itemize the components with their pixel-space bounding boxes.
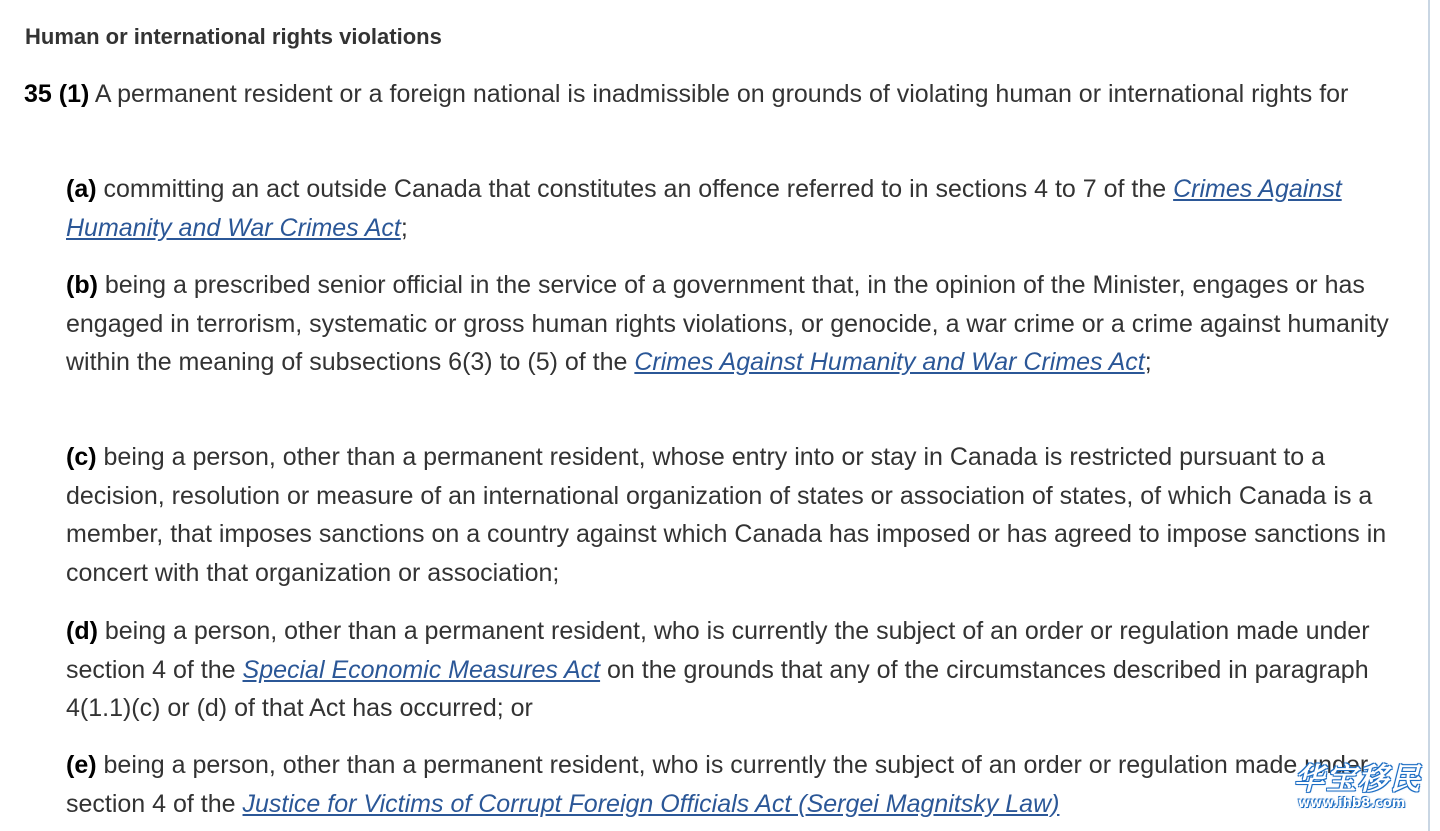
watermark-logo [1294, 754, 1424, 820]
section-intro [24, 75, 1409, 114]
paragraph-label: (b) [66, 271, 98, 299]
paragraph-label: (c) [66, 443, 97, 471]
paragraph-b [66, 266, 1411, 382]
section-heading: Human or international rights violations [25, 24, 442, 49]
page-border-right [1428, 0, 1430, 831]
paragraph-text-end: on the grounds that any of the circumstances described in paragraph 4(1.1)(c) or (d) of that Act has occurred; or [66, 655, 1369, 722]
act-link-magnitsky-law[interactable]: Justice for Victims of Corrupt Foreign Officials Act (Sergei Magnitsky Law) [242, 789, 1060, 818]
watermark-text: 华宝移民 [1294, 762, 1422, 797]
paragraph-a [66, 170, 1411, 247]
paragraph-text: being a person, other than a permanent resident, who is currently the subject of an order or regulation made under section 4 of the [66, 751, 1369, 818]
paragraph-c [66, 438, 1411, 592]
paragraph-label: (d) [66, 617, 98, 645]
paragraph-text-end: ; [1144, 348, 1152, 376]
paragraph-label: (e) [66, 751, 97, 779]
section-intro-text: A permanent resident or a foreign national is inadmissible on grounds of violating human or international rights for [89, 80, 1349, 108]
act-link-special-economic-measures[interactable]: Special Economic Measures Act [242, 655, 601, 684]
paragraph-text-end: ; [400, 213, 408, 242]
paragraph-label: (a) [66, 175, 97, 203]
paragraph-text: being a prescribed senior official in the service of a government that, in the opinion of the Minister, engages or has engaged in terrorism, systematic or gross human rights violations, or genocide, a war crime or a crime against humanity within the meaning of subsections 6(3) to (5) of the [66, 271, 1389, 376]
paragraph-text: committing an act outside Canada that constitutes an offence referred to in sections 4 to 7 of the [96, 175, 1174, 203]
paragraph-d [66, 612, 1411, 728]
paragraph-text: being a person, other than a permanent resident, whose entry into or stay in Canada is restricted pursuant to a decision, resolution or measure of an international organization of states or association of states, of which Canada is a member, that imposes sanctions on a country against which Canada has imposed or has agreed to impose sanctions in concert with that organization or association; [66, 443, 1387, 587]
act-link-crimes-against-humanity[interactable]: Crimes Against Humanity and War Crimes Act [66, 175, 1342, 242]
section-number: 35 (1) [24, 80, 90, 108]
act-link-crimes-against-humanity[interactable]: Crimes Against Humanity and War Crimes Act [634, 348, 1145, 376]
paragraph-e [66, 746, 1411, 823]
watermark-url: www.ihb8.com [1298, 796, 1406, 811]
paragraph-text: being a person, other than a permanent resident, who is currently the subject of an order or regulation made under section 4 of the [66, 617, 1370, 684]
